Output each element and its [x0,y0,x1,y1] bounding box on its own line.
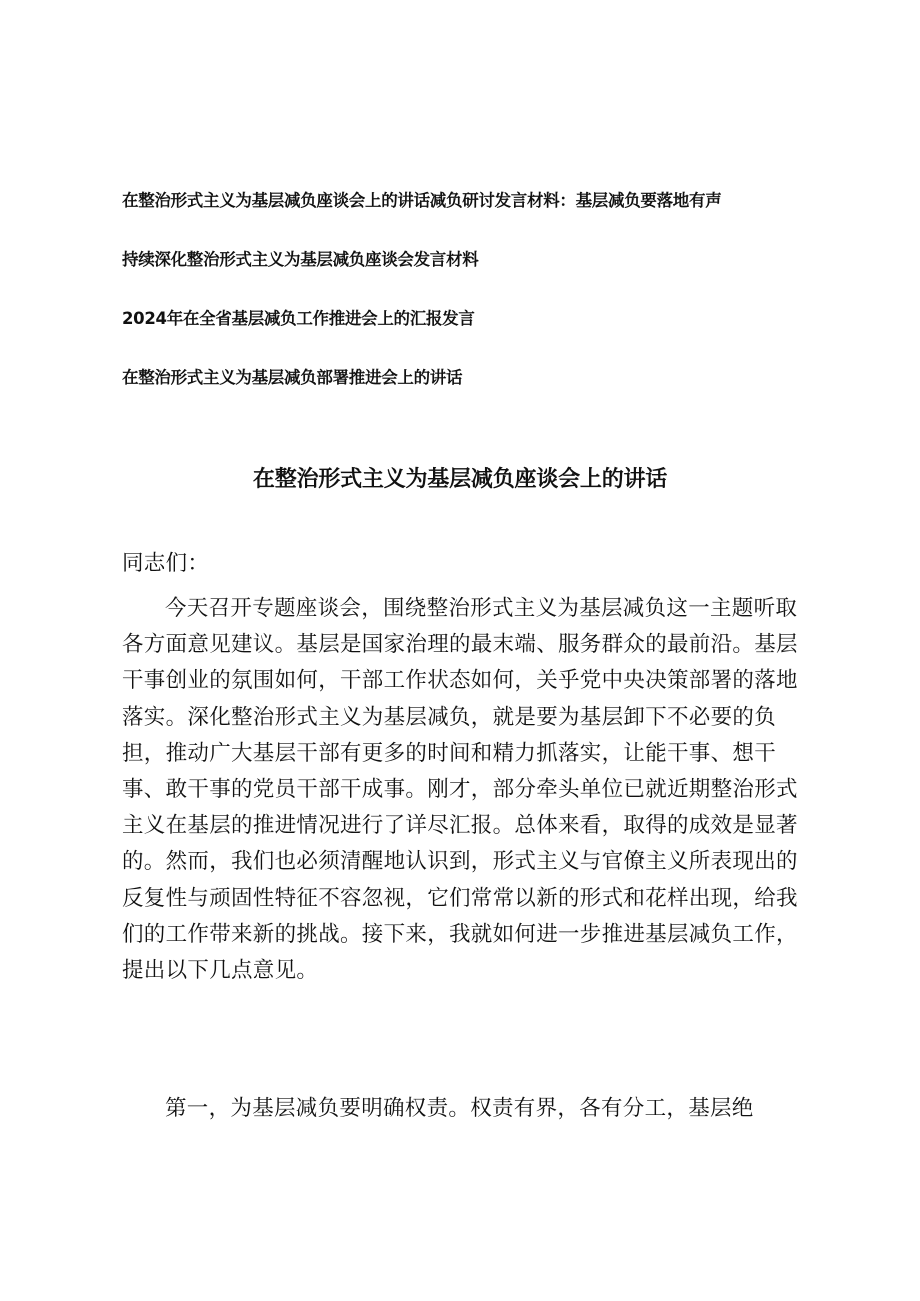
related-article-link[interactable]: 在整治形式主义为基层减负座谈会上的讲话减负研讨发言材料：基层减负要落地有声 [122,191,722,210]
related-article-link[interactable]: 持续深化整治形式主义为基层减负座谈会发言材料 [122,250,479,269]
body-paragraph-2: 第一，为基层减负要明确权责。权责有界，各有分工，基层绝 [165,1096,754,1121]
related-articles-list [122,186,822,422]
body-paragraph-1: 今天召开专题座谈会，围绕整治形式主义为基层减负这一主题听取各方面意见建议。基层是国家治理的最末端、服务群众的最前沿。基层干事创业的氛围如何，干部工作状态如何，关乎党中央决策部署的落地落实。深化整治形式主义为基层减负，就是要为基层卸下不必要的负担，推动广大基层干部有更多的时间和精力抓落实，让能干事、想干事、敢干事的党员干部干成事。刚才，部分牵头单位已就近期整治形式主义在基层的推进情况进行了详尽汇报。总体来看，取得的成效是显著的。然而，我们也必须清醒地认识到，形式主义与官僚主义所表现出的反复性与顽固性特征不容忽视，它们常常以新的形式和花样出现，给我们的工作带来新的挑战。接下来，我就如何进一步推进基层减负工作，提出以下几点意见。 [122,596,798,984]
salutation: 同志们： [122,551,210,576]
related-article-link[interactable]: 在整治形式主义为基层减负部署推进会上的讲话 [122,368,463,387]
document-title: 在整治形式主义为基层减负座谈会上的讲话 [252,467,668,492]
related-article-link[interactable]: 2024年在全省基层减负工作推进会上的汇报发言 [122,309,475,328]
